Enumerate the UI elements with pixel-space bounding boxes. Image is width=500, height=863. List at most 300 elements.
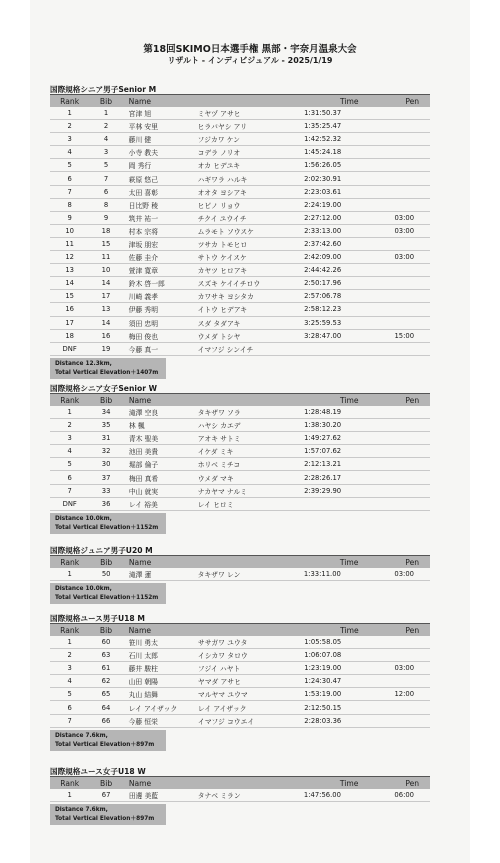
table-row	[50, 290, 430, 303]
bib-cell: 19	[89, 342, 122, 355]
table-row	[50, 316, 430, 329]
name-kana-cell: オカ ヒデユキ	[198, 159, 305, 172]
header-pen: Pen	[394, 777, 430, 790]
time-cell: 2:44:42.26	[304, 264, 394, 277]
name-kana-cell: スダ タダアキ	[198, 316, 305, 329]
results-table	[50, 623, 430, 728]
rank-cell: 16	[50, 303, 89, 316]
name-cell: 田邊 美藍	[123, 789, 198, 802]
table-row	[50, 329, 430, 342]
name-kana-cell: ハヤシ カエデ	[198, 419, 304, 432]
rank-cell: 7	[50, 484, 89, 497]
rank-cell: 3	[50, 432, 89, 445]
header-time: Time	[304, 95, 394, 108]
penalty-cell: 03:00	[394, 568, 430, 581]
bib-cell: 62	[89, 675, 122, 688]
bib-cell: 66	[89, 714, 122, 727]
penalty-cell	[394, 303, 430, 316]
rank-cell: 1	[50, 406, 89, 419]
rank-cell: 5	[50, 688, 89, 701]
penalty-cell: 15:00	[394, 329, 430, 342]
name-cell: 滝澤 空良	[123, 406, 198, 419]
section-title: 国際規格シニア女子Senior W	[50, 384, 157, 393]
name-kana-cell: イトウ ヒデアキ	[198, 303, 305, 316]
time-cell: 1:53:19.00	[304, 688, 394, 701]
table-row	[50, 133, 430, 146]
time-cell: 2:50:17.96	[304, 277, 394, 290]
time-cell: 1:06:07.08	[304, 649, 394, 662]
penalty-cell	[394, 636, 430, 649]
name-cell: 林 楓	[123, 419, 198, 432]
bib-cell: 17	[89, 290, 122, 303]
course-info-box	[50, 730, 166, 751]
name-cell: 筑井 祐一	[123, 211, 198, 224]
name-cell: 宮津 旭	[123, 107, 198, 120]
table-row	[50, 484, 430, 497]
name-kana-cell: ツサカ トモヒロ	[198, 237, 305, 250]
bib-cell: 36	[89, 497, 122, 510]
time-cell	[304, 342, 394, 355]
penalty-cell	[395, 458, 430, 471]
penalty-cell	[394, 342, 430, 355]
name-cell: 藤井 駿柱	[123, 662, 198, 675]
time-cell: 2:27:12.00	[304, 211, 394, 224]
bib-cell: 16	[89, 329, 122, 342]
bib-cell: 61	[89, 662, 122, 675]
bib-cell: 37	[89, 471, 122, 484]
table-row	[50, 649, 430, 662]
bib-cell: 35	[89, 419, 122, 432]
penalty-cell: 03:00	[394, 251, 430, 264]
rank-cell: 6	[50, 701, 89, 714]
time-cell: 3:28:47.00	[304, 329, 394, 342]
table-row	[50, 342, 430, 355]
header-pen: Pen	[394, 624, 430, 637]
table-row	[50, 120, 430, 133]
header-pen: Pen	[394, 95, 430, 108]
time-cell: 2:28:03.36	[304, 714, 394, 727]
rank-cell: 4	[50, 445, 89, 458]
results-table	[50, 94, 430, 356]
name-cell: 津坂 朋宏	[123, 237, 198, 250]
header-rank: Rank	[50, 777, 89, 790]
name-cell: 日比野 稜	[123, 198, 198, 211]
penalty-cell	[394, 290, 430, 303]
header-bib: Bib	[89, 394, 122, 407]
rank-cell: 11	[50, 237, 89, 250]
table-row	[50, 789, 430, 802]
bib-cell: 67	[89, 789, 122, 802]
bib-cell: 6	[89, 185, 122, 198]
distance-text: Distance 10.0km,	[55, 586, 112, 593]
rank-cell: 2	[50, 649, 89, 662]
time-cell: 2:23:03.61	[304, 185, 394, 198]
table-row	[50, 458, 430, 471]
rank-cell: 17	[50, 316, 89, 329]
header-pen: Pen	[394, 556, 430, 569]
time-cell: 2:57:06.78	[304, 290, 394, 303]
header-time: Time	[304, 624, 394, 637]
name-cell: 萱津 寛章	[123, 264, 198, 277]
penalty-cell: 06:00	[394, 789, 430, 802]
name-kana-cell: ササガワ ユウタ	[198, 636, 304, 649]
rank-cell: 14	[50, 277, 89, 290]
time-cell: 1:38:30.20	[304, 419, 394, 432]
results-table	[50, 776, 430, 802]
rank-cell: 2	[50, 419, 89, 432]
penalty-cell	[394, 107, 430, 120]
header-bib: Bib	[89, 95, 122, 108]
table-row	[50, 406, 430, 419]
rank-cell: 1	[50, 636, 89, 649]
penalty-cell	[395, 419, 430, 432]
name-kana-cell: フジイ ハヤト	[198, 662, 304, 675]
table-row	[50, 432, 430, 445]
elevation-text: Total Vertical Elevation＋897m	[55, 816, 155, 823]
bib-cell: 1	[89, 107, 122, 120]
header-name: Name	[123, 95, 198, 108]
penalty-cell: 03:00	[394, 211, 430, 224]
course-info-box	[50, 804, 166, 825]
table-row	[50, 251, 430, 264]
penalty-cell	[394, 159, 430, 172]
bib-cell: 13	[89, 303, 122, 316]
table-row	[50, 224, 430, 237]
bib-cell: 60	[89, 636, 122, 649]
name-kana-cell: フジカワ ケン	[198, 133, 305, 146]
header-time: Time	[304, 394, 394, 407]
name-kana-cell: カワサキ ヨシタカ	[198, 290, 305, 303]
table-row	[50, 471, 430, 484]
table-row	[50, 198, 430, 211]
penalty-cell	[394, 185, 430, 198]
name-kana-cell: ムラモト ソウスケ	[198, 224, 305, 237]
name-cell: 青木 聖美	[123, 432, 198, 445]
header-bib: Bib	[89, 624, 122, 637]
results-table	[50, 555, 430, 581]
name-cell: 萩原 悠己	[123, 172, 198, 185]
table-row	[50, 445, 430, 458]
table-row	[50, 497, 430, 510]
name-cell: 滝澤 蓮	[123, 568, 198, 581]
bib-cell: 2	[89, 120, 122, 133]
bib-cell: 32	[89, 445, 122, 458]
name-kana-cell: イマフジ シンイチ	[198, 342, 305, 355]
name-cell: レイ 裕美	[123, 497, 198, 510]
time-cell: 2:12:50.15	[304, 701, 394, 714]
name-cell: 池田 美貴	[123, 445, 198, 458]
name-kana-cell: ナカヤマ ナルミ	[198, 484, 304, 497]
time-cell: 1:33:11.00	[304, 568, 395, 581]
name-cell: 石川 太郎	[123, 649, 198, 662]
penalty-cell	[394, 675, 430, 688]
name-kana-cell: イマフジ コウエイ	[198, 714, 304, 727]
rank-cell: 6	[50, 172, 89, 185]
table-row	[50, 675, 430, 688]
name-kana-cell: ホリベ ミチコ	[198, 458, 304, 471]
course-info-box	[50, 358, 166, 379]
time-cell: 2:02:30.91	[304, 172, 394, 185]
penalty-cell	[394, 237, 430, 250]
rank-cell: 4	[50, 675, 89, 688]
name-kana-cell: チクイ ユウイチ	[198, 211, 305, 224]
table-row	[50, 701, 430, 714]
penalty-cell	[394, 701, 430, 714]
name-kana-cell: カヤツ ヒロアキ	[198, 264, 305, 277]
bib-cell: 7	[89, 172, 122, 185]
name-cell: 川崎 義孝	[123, 290, 198, 303]
rank-cell: 12	[50, 251, 89, 264]
bib-cell: 10	[89, 264, 122, 277]
time-cell: 1:42:52.32	[304, 133, 394, 146]
bib-cell: 65	[89, 688, 122, 701]
time-cell: 1:23:19.00	[304, 662, 394, 675]
rank-cell: 10	[50, 224, 89, 237]
elevation-text: Total Vertical Elevation＋897m	[55, 741, 155, 748]
name-kana-cell: イケダ ミキ	[198, 445, 304, 458]
penalty-cell	[394, 172, 430, 185]
rank-cell: 5	[50, 458, 89, 471]
name-cell: 今藤 真一	[123, 342, 198, 355]
name-cell: 佐藤 圭介	[123, 251, 198, 264]
page-title: 第18回SKIMO日本選手権 黒部・宇奈月温泉大会	[143, 44, 357, 55]
section-title: 国際規格ジュニア男子U20 M	[50, 546, 153, 555]
name-cell: 伊藤 秀明	[123, 303, 198, 316]
rank-cell: 15	[50, 290, 89, 303]
penalty-cell	[395, 406, 430, 419]
name-cell: 岡 秀行	[123, 159, 198, 172]
course-info-box	[50, 583, 166, 604]
bib-cell: 8	[89, 198, 122, 211]
rank-cell: 1	[50, 107, 89, 120]
page-subtitle: リザルト - インディビジュアル - 2025/1/19	[167, 56, 333, 65]
table-row	[50, 264, 430, 277]
time-cell: 2:12:13.21	[304, 458, 394, 471]
rank-cell: DNF	[50, 497, 89, 510]
bib-cell: 18	[89, 224, 122, 237]
rank-cell: 9	[50, 211, 89, 224]
header-name: Name	[123, 394, 198, 407]
header-name: Name	[123, 777, 198, 790]
bib-cell: 30	[89, 458, 122, 471]
header-bib: Bib	[89, 556, 122, 569]
name-kana-cell: ヒビノ リョウ	[198, 198, 305, 211]
bib-cell: 4	[89, 133, 122, 146]
time-cell: 1:45:24.18	[304, 146, 394, 159]
rank-cell: 2	[50, 120, 89, 133]
rank-cell: 18	[50, 329, 89, 342]
name-cell: 丸山 結舞	[123, 688, 198, 701]
name-kana-cell: マルヤマ ユウマ	[198, 688, 304, 701]
table-row	[50, 159, 430, 172]
rank-cell: 8	[50, 198, 89, 211]
header-rank: Rank	[50, 624, 89, 637]
elevation-text: Total Vertical Elevation＋1152m	[55, 524, 159, 531]
table-row	[50, 662, 430, 675]
name-kana-cell: オオタ ヨシアキ	[198, 185, 305, 198]
name-cell: 今藤 恒栄	[123, 714, 198, 727]
table-row	[50, 419, 430, 432]
time-cell: 1:49:27.62	[304, 432, 394, 445]
name-kana-cell: ヤマダ アサヒ	[198, 675, 304, 688]
name-kana-cell: ウメダ トシヤ	[198, 329, 305, 342]
time-cell: 1:28:48.19	[304, 406, 394, 419]
penalty-cell	[395, 484, 430, 497]
name-kana-cell: ハギワラ ハルキ	[198, 172, 305, 185]
course-info-box	[50, 513, 166, 534]
table-row	[50, 303, 430, 316]
penalty-cell	[394, 316, 430, 329]
penalty-cell	[395, 471, 430, 484]
time-cell: 2:42:09.00	[304, 251, 394, 264]
time-cell: 1:05:58.05	[304, 636, 394, 649]
distance-text: Distance 7.6km,	[55, 807, 108, 814]
name-kana-cell: ウメダ マキ	[198, 471, 304, 484]
rank-cell: 4	[50, 146, 89, 159]
penalty-cell: 03:00	[394, 224, 430, 237]
rank-cell: 1	[50, 789, 89, 802]
bib-cell: 14	[89, 277, 122, 290]
name-cell: 須田 忠明	[123, 316, 198, 329]
time-cell: 2:33:13.00	[304, 224, 394, 237]
table-row	[50, 237, 430, 250]
name-cell: 村本 宗将	[123, 224, 198, 237]
penalty-cell	[395, 445, 430, 458]
bib-cell: 14	[89, 316, 122, 329]
table-row	[50, 211, 430, 224]
penalty-cell: 03:00	[394, 662, 430, 675]
bib-cell: 31	[89, 432, 122, 445]
distance-text: Distance 7.6km,	[55, 732, 108, 739]
penalty-cell	[394, 146, 430, 159]
time-cell: 2:58:12.23	[304, 303, 394, 316]
table-row	[50, 146, 430, 159]
penalty-cell	[394, 120, 430, 133]
name-cell: 小寺 教夫	[123, 146, 198, 159]
header-bib: Bib	[89, 777, 122, 790]
header-blank	[198, 777, 304, 790]
name-cell: レイ アイザック	[123, 701, 198, 714]
bib-cell: 11	[89, 251, 122, 264]
table-row	[50, 568, 430, 581]
header-blank	[198, 624, 304, 637]
name-cell: 山田 朝陽	[123, 675, 198, 688]
name-kana-cell: サトウ ケイスケ	[198, 251, 305, 264]
header-pen: Pen	[395, 394, 430, 407]
time-cell: 1:56:26.05	[304, 159, 394, 172]
bib-cell: 64	[89, 701, 122, 714]
time-cell: 1:47:56.00	[304, 789, 395, 802]
name-kana-cell: コデラ ノリオ	[198, 146, 305, 159]
time-cell: 2:24:19.00	[304, 198, 394, 211]
bib-cell: 33	[89, 484, 122, 497]
header-blank	[198, 95, 305, 108]
header-name: Name	[123, 624, 198, 637]
bib-cell: 3	[89, 146, 122, 159]
rank-cell: 13	[50, 264, 89, 277]
penalty-cell	[394, 198, 430, 211]
time-cell: 1:31:50.37	[304, 107, 394, 120]
penalty-cell	[395, 432, 430, 445]
header-time: Time	[304, 777, 395, 790]
time-cell: 1:24:30.47	[304, 675, 394, 688]
header-rank: Rank	[50, 556, 89, 569]
table-row	[50, 688, 430, 701]
header-blank	[198, 394, 304, 407]
name-cell: 梅田 真希	[123, 471, 198, 484]
rank-cell: 6	[50, 471, 89, 484]
bib-cell: 5	[89, 159, 122, 172]
bib-cell: 50	[89, 568, 122, 581]
bib-cell: 63	[89, 649, 122, 662]
header-name: Name	[123, 556, 198, 569]
name-kana-cell: ヒラバヤシ アリ	[198, 120, 305, 133]
time-cell: 2:28:26.17	[304, 471, 394, 484]
penalty-cell	[394, 133, 430, 146]
penalty-cell: 12:00	[394, 688, 430, 701]
results-table	[50, 393, 430, 511]
bib-cell: 9	[89, 211, 122, 224]
name-kana-cell: レイ ヒロミ	[198, 497, 304, 510]
name-cell: 中山 就実	[123, 484, 198, 497]
time-cell: 1:57:07.62	[304, 445, 394, 458]
name-kana-cell: ミヤヅ アサヒ	[198, 107, 305, 120]
penalty-cell	[394, 649, 430, 662]
header-time: Time	[304, 556, 395, 569]
name-kana-cell: イシカワ タロウ	[198, 649, 304, 662]
table-row	[50, 714, 430, 727]
name-kana-cell: スズキ ケイイチロウ	[198, 277, 305, 290]
name-cell: 太田 喜彰	[123, 185, 198, 198]
name-cell: 鈴木 啓一郎	[123, 277, 198, 290]
name-cell: 堀部 倫子	[123, 458, 198, 471]
distance-text: Distance 10.0km,	[55, 515, 112, 522]
penalty-cell	[394, 714, 430, 727]
table-row	[50, 172, 430, 185]
header-rank: Rank	[50, 95, 89, 108]
time-cell: 2:37:42.60	[304, 237, 394, 250]
name-kana-cell: タキザワ レン	[198, 568, 304, 581]
time-cell: 3:25:59.53	[304, 316, 394, 329]
time-cell	[304, 497, 394, 510]
elevation-text: Total Vertical Elevation＋1152m	[55, 595, 159, 602]
penalty-cell	[394, 277, 430, 290]
time-cell: 1:35:25.47	[304, 120, 394, 133]
name-kana-cell: レイ アイザック	[198, 701, 304, 714]
table-row	[50, 636, 430, 649]
bib-cell: 15	[89, 237, 122, 250]
table-row	[50, 107, 430, 120]
rank-cell: 5	[50, 159, 89, 172]
time-cell: 2:39:29.90	[304, 484, 394, 497]
name-kana-cell: タナベ ミラン	[198, 789, 304, 802]
rank-cell: DNF	[50, 342, 89, 355]
name-cell: 藤川 健	[123, 133, 198, 146]
rank-cell: 1	[50, 568, 89, 581]
rank-cell: 3	[50, 662, 89, 675]
name-cell: 平林 安里	[123, 120, 198, 133]
section-title: 国際規格ユース男子U18 M	[50, 614, 145, 623]
penalty-cell	[395, 497, 430, 510]
elevation-text: Total Vertical Elevation＋1407m	[55, 369, 159, 376]
penalty-cell	[394, 264, 430, 277]
rank-cell: 3	[50, 133, 89, 146]
name-kana-cell: アオキ サトミ	[198, 432, 304, 445]
section-title: 国際規格シニア男子Senior M	[50, 85, 157, 94]
name-kana-cell: タキザワ ソラ	[198, 406, 304, 419]
bib-cell: 34	[89, 406, 122, 419]
header-rank: Rank	[50, 394, 89, 407]
